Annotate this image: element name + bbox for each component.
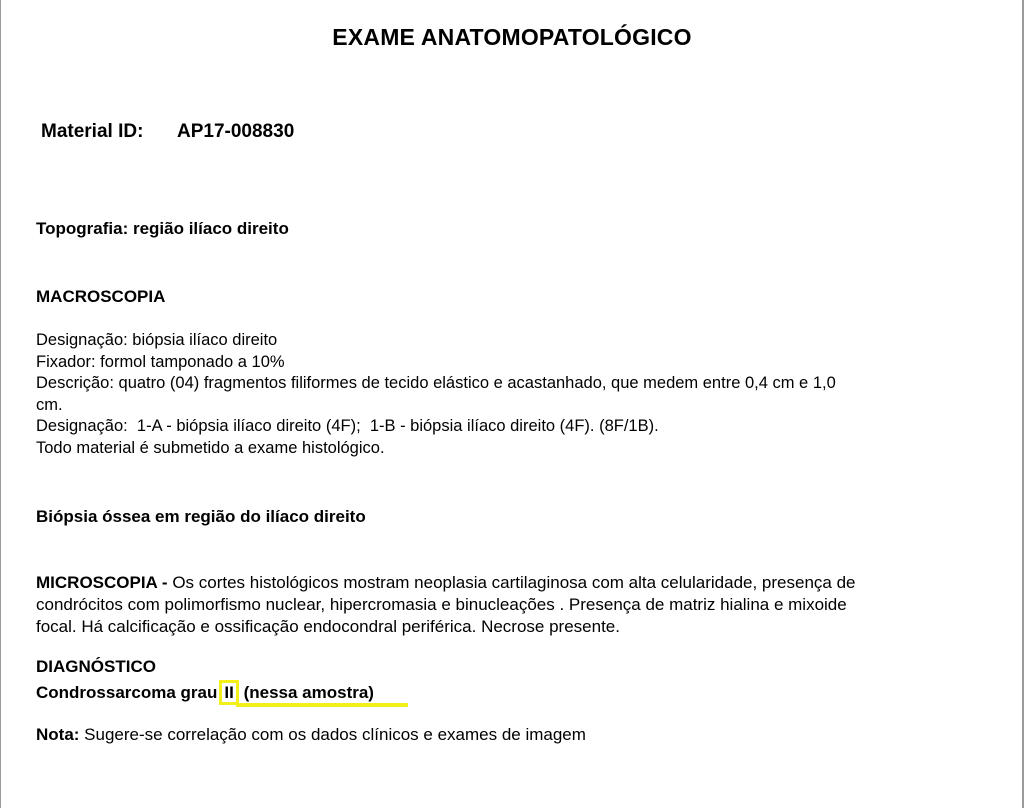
diagnostico-grade: II (224, 683, 234, 702)
material-id (41, 121, 294, 143)
material-id-value: AP17-008830 (177, 121, 295, 142)
macroscopia-line: cm. (36, 395, 63, 414)
microscopia-line (36, 572, 986, 594)
diagnostico-heading: DIAGNÓSTICO (36, 657, 156, 676)
diagnostico-prefix: Condrossarcoma grau (36, 683, 218, 702)
macroscopia-line: Fixador: formol tamponado a 10% (36, 352, 285, 371)
grade-highlight-box (219, 680, 238, 705)
nota-text: Sugere-se correlação com os dados clínicos e exames de imagem (79, 725, 586, 744)
microscopia-line: focal. Há calcificação e ossificação endocondral periférica. Necrose presente. (36, 617, 620, 636)
biopsia-heading: Biópsia óssea em região do ilíaco direito (36, 507, 366, 526)
material-id-label: Material ID: (41, 121, 144, 142)
macroscopia-body (36, 330, 996, 459)
macroscopia-heading: MACROSCOPIA (36, 287, 166, 306)
macroscopia-line: Designação: biópsia ilíaco direito (36, 331, 278, 349)
microscopia-section (36, 572, 986, 638)
microscopia-text: Os cortes histológicos mostram neoplasia cartilaginosa com alta celularidade, presença de (167, 573, 856, 592)
diagnostico-suffix: (nessa amostra) (238, 683, 374, 702)
microscopia-line: condrócitos com polimorfismo nuclear, hipercromasia e binucleações . Presença de matriz hialina e mixoide (36, 595, 847, 614)
microscopia-label: MICROSCOPIA - (36, 573, 168, 592)
document-title: EXAME ANATOMOPATOLÓGICO (332, 24, 692, 50)
macroscopia-line: Descrição: quatro (04) fragmentos filiformes de tecido elástico e acastanhado, que medem entre 0,4 cm e 1,0 (36, 374, 836, 392)
highlight-underline (236, 703, 408, 707)
macroscopia-line: Todo material é submetido a exame histológico. (36, 438, 385, 457)
macroscopia-line: Designação: 1-A - biópsia ilíaco direito (4F); 1-B - biópsia ilíaco direito (4F). (8F/1B). (36, 417, 659, 435)
topografia: Topografia: região ilíaco direito (36, 219, 289, 238)
page-border-left (0, 0, 1, 808)
nota-label: Nota: (36, 725, 80, 744)
diagnostico-line (36, 680, 374, 705)
nota (36, 725, 586, 745)
